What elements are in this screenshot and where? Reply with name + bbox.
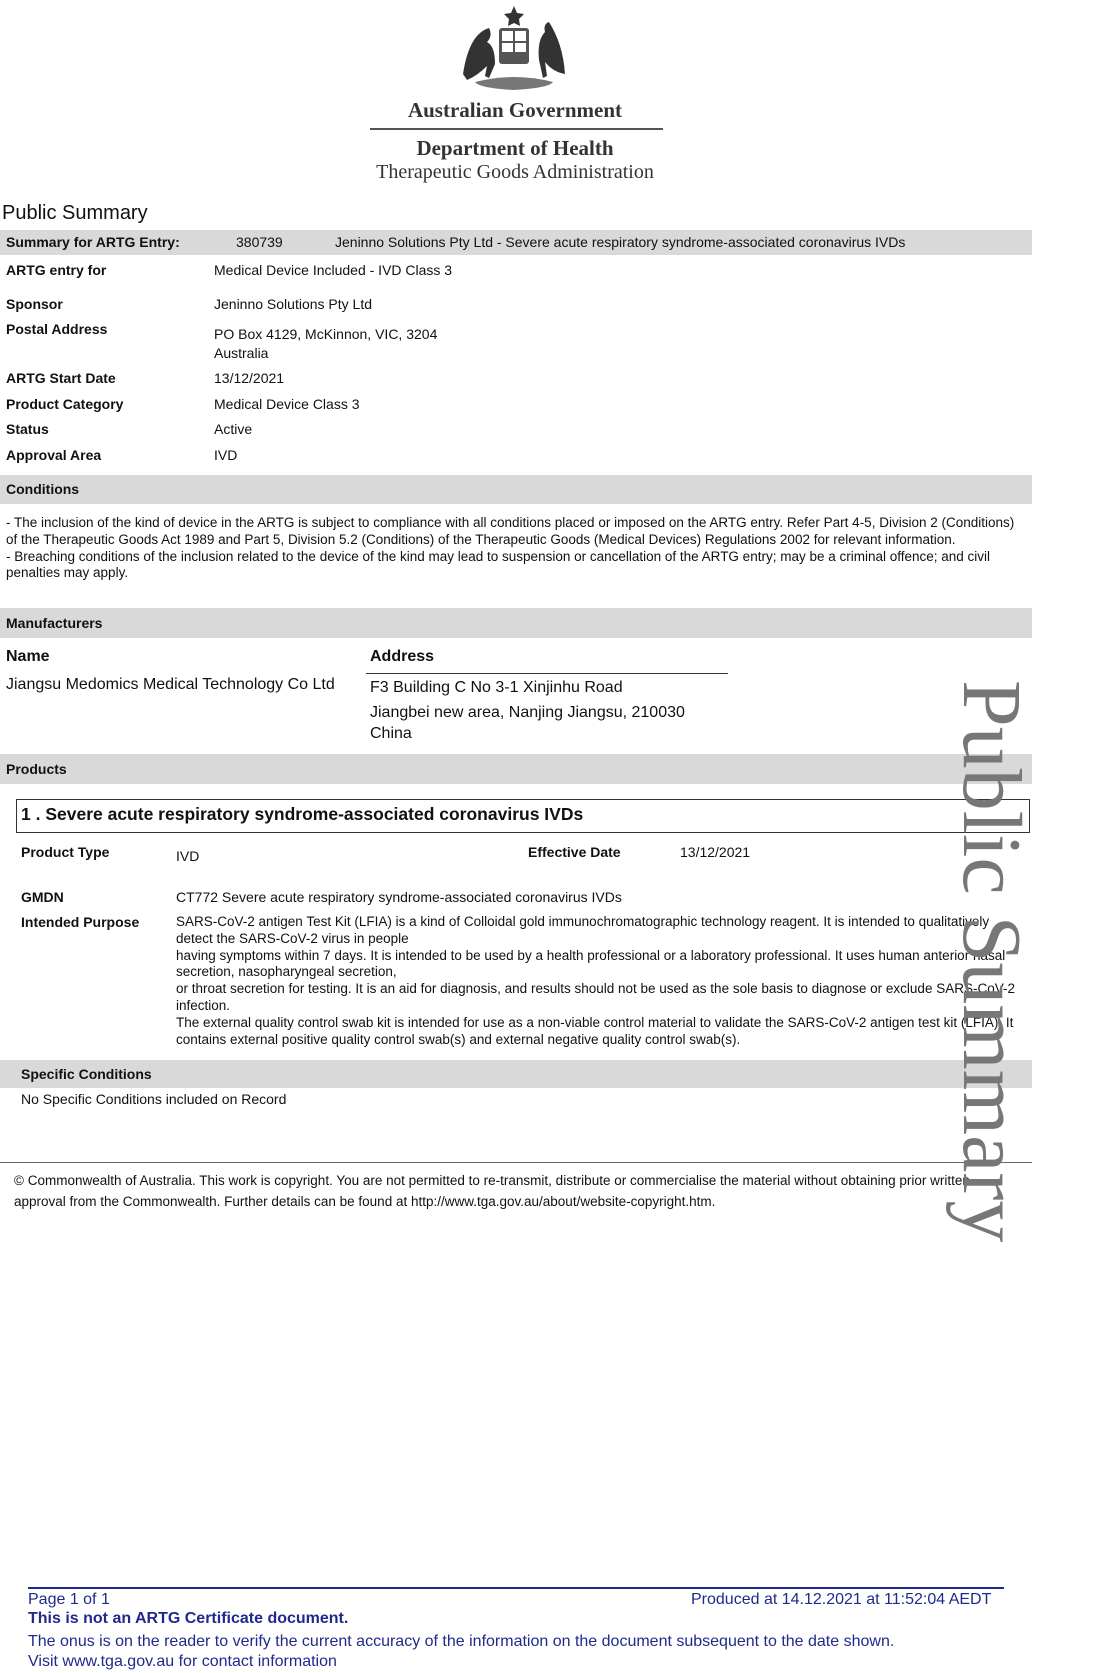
specific-conditions-band [0, 1060, 1032, 1088]
purpose-line-4: The external quality control swab kit is intended for use as a non-viable control material to validate the SARS-CoV-2 antigen test kit (LFIA). It contains external positive quality control swab(s) and external negative quality control swab(s). [176, 1014, 1014, 1047]
postal-address-line2: Australia [214, 345, 269, 361]
gmdn-label: GMDN [21, 889, 64, 905]
not-certificate-notice: This is not an ARTG Certificate document. [28, 1610, 349, 1627]
postal-address-line1: PO Box 4129, McKinnon, VIC, 3204 [214, 326, 438, 342]
page-number: Page 1 of 1 [28, 1591, 110, 1608]
public-summary-watermark: Public Summary [945, 680, 1038, 1243]
product-title: 1 . Severe acute respiratory syndrome-associated coronavirus IVDs [21, 804, 584, 824]
purpose-line-1: SARS-CoV-2 antigen Test Kit (LFIA) is a kind of Colloidal gold immunochromatographic technology reagent. It is intended to qualitatively detect the SARS-CoV-2 virus in people [176, 914, 990, 946]
artg-entry-for-value: Medical Device Included - IVD Class 3 [214, 262, 453, 278]
entry-name: Jeninno Solutions Pty Ltd - Severe acute respiratory syndrome-associated coronavirus IVDs [335, 234, 906, 250]
effective-date-label: Effective Date [528, 844, 621, 860]
gmdn-value: CT772 Severe acute respiratory syndrome-associated coronavirus IVDs [176, 889, 622, 905]
header-divider [370, 128, 663, 130]
start-date-label: ARTG Start Date [6, 370, 116, 386]
manufacturer-name: Jiangsu Medomics Medical Technology Co Ltd [6, 676, 335, 693]
status-label: Status [6, 421, 49, 437]
government-name: Australian Government [407, 98, 623, 122]
start-date-value: 13/12/2021 [214, 370, 285, 386]
agency-name: Therapeutic Goods Administration [376, 161, 654, 183]
purpose-line-3: or throat secretion for testing. It is an aid for diagnosis, and results should not be used as the sole basis to diagnose or exclude SARS-CoV-2 infection. [176, 981, 1015, 1013]
artg-entry-for-label: ARTG entry for [6, 262, 107, 278]
coat-of-arms-icon [455, 4, 573, 96]
manufacturer-address-rule [366, 673, 728, 674]
approval-area-label: Approval Area [6, 447, 102, 463]
status-value: Active [214, 421, 253, 437]
effective-date-value: 13/12/2021 [680, 844, 751, 860]
manufacturer-address-line2: Jiangbei new area, Nanjing Jiangsu, 210030 [370, 704, 685, 721]
produced-timestamp: Produced at 14.12.2021 at 11:52:04 AEDT [691, 1591, 992, 1608]
products-band [0, 754, 1032, 784]
specific-conditions-value: No Specific Conditions included on Record [21, 1091, 287, 1107]
condition-line-2: - Breaching conditions of the inclusion related to the device of the kind may lead to suspension or cancellation of the ARTG entry; may be a criminal offence; and civil penalties may apply. [6, 548, 991, 581]
contact-notice: Visit www.tga.gov.au for contact information [28, 1653, 337, 1670]
sponsor-value: Jeninno Solutions Pty Ltd [214, 296, 372, 312]
copyright-divider [0, 1162, 1032, 1163]
products-heading: Products [6, 761, 67, 777]
copyright-notice: © Commonwealth of Australia. This work is copyright. You are not permitted to re-transmit, distribute or commercialise the material without obtaining prior written approval from the Commonwealth. Further details can be found at http://www.tga.gov.au/about/website-copyright.htm. [14, 1173, 970, 1209]
product-type-value: IVD [176, 848, 200, 864]
conditions-heading: Conditions [6, 481, 80, 497]
postal-address-label: Postal Address [6, 321, 108, 337]
product-category-value: Medical Device Class 3 [214, 396, 360, 412]
manufacturer-address-line3: China [370, 725, 412, 742]
summary-label: Summary for ARTG Entry: [6, 234, 180, 250]
sponsor-label: Sponsor [6, 296, 63, 312]
document-title: Public Summary [2, 202, 148, 224]
conditions-band [0, 475, 1032, 504]
manufacturers-heading: Manufacturers [6, 615, 103, 631]
conditions-text [6, 515, 1026, 582]
department-name: Department of Health [416, 136, 614, 160]
manufacturer-name-header: Name [6, 648, 50, 665]
onus-notice: The onus is on the reader to verify the current accuracy of the information on the document subsequent to the date shown. [28, 1633, 895, 1650]
intended-purpose-text [176, 914, 1026, 1048]
footer-divider [28, 1587, 1004, 1589]
summary-band [0, 230, 1032, 255]
product-category-label: Product Category [6, 396, 124, 412]
entry-number: 380739 [236, 234, 283, 250]
manufacturer-address-line1: F3 Building C No 3-1 Xinjinhu Road [370, 679, 623, 696]
manufacturers-band [0, 608, 1032, 638]
specific-conditions-heading: Specific Conditions [21, 1066, 152, 1082]
manufacturer-address-header: Address [370, 648, 435, 665]
approval-area-value: IVD [214, 447, 238, 463]
product-type-label: Product Type [21, 844, 110, 860]
intended-purpose-label: Intended Purpose [21, 914, 140, 930]
condition-line-1: - The inclusion of the kind of device in the ARTG is subject to compliance with all conditions placed or imposed on the ARTG entry. Refer Part 4-5, Division 2 (Conditions) of the Therapeutic Goods Act 1989 and Part 5, Division 5.2 (Conditions) of the Therapeutic Goods (Medical Devices) Regulations 2002 for relevant information. [6, 515, 1015, 547]
purpose-line-2: having symptoms within 7 days. It is intended to be used by a health professional or a laboratory professional. It uses human anterior nasal secretion, nasopharyngeal secretion, [176, 947, 1006, 980]
